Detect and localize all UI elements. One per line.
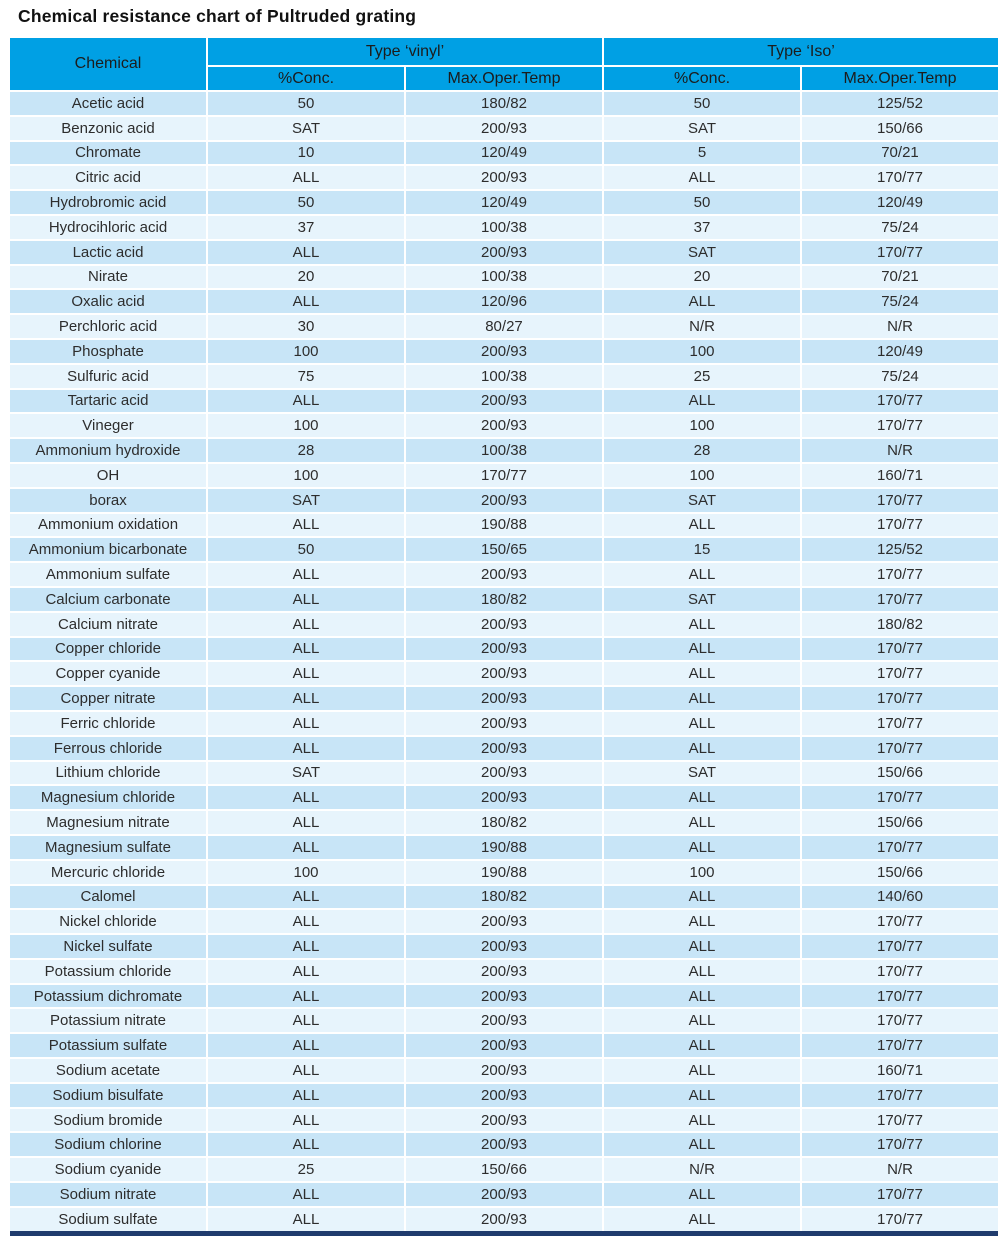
value-cell: 100 [208,464,404,487]
value-cell: 120/49 [406,191,602,214]
value-cell: ALL [604,1084,800,1107]
value-cell: 170/77 [802,1109,998,1132]
value-cell: 100 [604,414,800,437]
value-cell: 200/93 [406,613,602,636]
value-cell: ALL [604,1034,800,1057]
value-cell: 190/88 [406,861,602,884]
chemical-name-cell: Sodium nitrate [10,1183,206,1206]
value-cell: 170/77 [802,414,998,437]
value-cell: 170/77 [406,464,602,487]
value-cell: SAT [604,241,800,264]
value-cell: ALL [604,1208,800,1231]
value-cell: ALL [208,1183,404,1206]
value-cell: N/R [802,1158,998,1181]
value-cell: ALL [604,166,800,189]
chemical-name-cell: Lithium chloride [10,762,206,785]
value-cell: 200/93 [406,786,602,809]
col-header-iso-conc: %Conc. [604,67,800,90]
value-cell: ALL [208,886,404,909]
value-cell: 28 [604,439,800,462]
value-cell: SAT [604,117,800,140]
value-cell: 200/93 [406,1034,602,1057]
value-cell: SAT [604,588,800,611]
value-cell: ALL [208,290,404,313]
chemical-name-cell: Copper cyanide [10,662,206,685]
chemical-name-cell: Nickel sulfate [10,935,206,958]
value-cell: 100/38 [406,216,602,239]
chemical-name-cell: Nickel chloride [10,910,206,933]
chemical-name-cell: Hydrobromic acid [10,191,206,214]
value-cell: ALL [604,1183,800,1206]
value-cell: ALL [604,737,800,760]
value-cell: ALL [208,712,404,735]
value-cell: 170/77 [802,910,998,933]
chemical-name-cell: Sodium chlorine [10,1133,206,1156]
value-cell: N/R [604,315,800,338]
value-cell: 200/93 [406,1109,602,1132]
chemical-name-cell: Calcium carbonate [10,588,206,611]
value-cell: 180/82 [406,588,602,611]
value-cell: 200/93 [406,662,602,685]
value-cell: 170/77 [802,1009,998,1032]
col-group-type-vinyl: Type ‘vinyl’ [208,38,602,65]
value-cell: 170/77 [802,836,998,859]
value-cell: 200/93 [406,1084,602,1107]
col-group-type-iso: Type ‘Iso’ [604,38,998,65]
value-cell: N/R [802,439,998,462]
value-cell: 100/38 [406,439,602,462]
chemical-name-cell: Perchloric acid [10,315,206,338]
value-cell: 200/93 [406,489,602,512]
chemical-name-cell: Vineger [10,414,206,437]
chemical-name-cell: Ferrous chloride [10,737,206,760]
chemical-name-cell: Ferric chloride [10,712,206,735]
value-cell: ALL [604,786,800,809]
value-cell: 190/88 [406,836,602,859]
value-cell: 200/93 [406,241,602,264]
value-cell: 170/77 [802,985,998,1008]
value-cell: 170/77 [802,489,998,512]
value-cell: 200/93 [406,985,602,1008]
value-cell: ALL [604,563,800,586]
chemical-name-cell: Sodium bisulfate [10,1084,206,1107]
value-cell: 120/49 [802,340,998,363]
value-cell: 170/77 [802,935,998,958]
value-cell: ALL [208,514,404,537]
chemical-name-cell: Acetic acid [10,92,206,115]
value-cell: 160/71 [802,1059,998,1082]
value-cell: ALL [208,1084,404,1107]
value-cell: 100 [604,861,800,884]
value-cell: 25 [208,1158,404,1181]
page-title: Chemical resistance chart of Pultruded grating [18,6,417,26]
value-cell: 150/66 [802,861,998,884]
chemical-name-cell: OH [10,464,206,487]
value-cell: 120/49 [802,191,998,214]
value-cell: ALL [208,737,404,760]
value-cell: 100 [208,861,404,884]
value-cell: 150/65 [406,538,602,561]
value-cell: 200/93 [406,712,602,735]
chemical-name-cell: Benzonic acid [10,117,206,140]
value-cell: ALL [604,687,800,710]
value-cell: 100/38 [406,365,602,388]
value-cell: 150/66 [406,1158,602,1181]
chemical-name-cell: Potassium nitrate [10,1009,206,1032]
col-header-iso-temp: Max.Oper.Temp [802,67,998,90]
chemical-resistance-table [10,38,998,1231]
chemical-name-cell: Potassium chloride [10,960,206,983]
value-cell: ALL [604,1059,800,1082]
value-cell: 50 [604,92,800,115]
value-cell: ALL [208,960,404,983]
value-cell: 200/93 [406,563,602,586]
value-cell: 70/21 [802,142,998,165]
value-cell: 25 [604,365,800,388]
value-cell: ALL [208,1009,404,1032]
value-cell: SAT [604,762,800,785]
value-cell: 170/77 [802,712,998,735]
value-cell: ALL [208,1208,404,1231]
chemical-name-cell: Sodium sulfate [10,1208,206,1231]
chemical-name-cell: Phosphate [10,340,206,363]
col-header-chemical: Chemical [10,38,206,90]
value-cell: 200/93 [406,638,602,661]
value-cell: SAT [604,489,800,512]
value-cell: 170/77 [802,662,998,685]
value-cell: 15 [604,538,800,561]
chemical-name-cell: Hydrocihloric acid [10,216,206,239]
value-cell: 125/52 [802,538,998,561]
value-cell: 200/93 [406,390,602,413]
value-cell: 170/77 [802,563,998,586]
value-cell: SAT [208,762,404,785]
value-cell: 170/77 [802,960,998,983]
value-cell: ALL [208,836,404,859]
chemical-name-cell: borax [10,489,206,512]
value-cell: ALL [604,390,800,413]
value-cell: ALL [604,910,800,933]
value-cell: 170/77 [802,687,998,710]
value-cell: ALL [208,390,404,413]
value-cell: ALL [604,638,800,661]
value-cell: 150/66 [802,811,998,834]
chemical-name-cell: Sodium acetate [10,1059,206,1082]
value-cell: 150/66 [802,762,998,785]
value-cell: N/R [802,315,998,338]
value-cell: 75/24 [802,216,998,239]
value-cell: 200/93 [406,762,602,785]
chemical-name-cell: Chromate [10,142,206,165]
value-cell: 50 [604,191,800,214]
value-cell: 200/93 [406,414,602,437]
chemical-name-cell: Magnesium nitrate [10,811,206,834]
value-cell: 200/93 [406,1009,602,1032]
value-cell: 75/24 [802,290,998,313]
value-cell: 170/77 [802,241,998,264]
value-cell: 50 [208,191,404,214]
value-cell: ALL [604,290,800,313]
value-cell: 170/77 [802,638,998,661]
value-cell: 75/24 [802,365,998,388]
value-cell: 190/88 [406,514,602,537]
chemical-name-cell: Ammonium sulfate [10,563,206,586]
value-cell: 170/77 [802,390,998,413]
value-cell: ALL [604,811,800,834]
value-cell: 125/52 [802,92,998,115]
value-cell: 170/77 [802,1183,998,1206]
value-cell: 80/27 [406,315,602,338]
value-cell: 50 [208,538,404,561]
value-cell: ALL [604,886,800,909]
value-cell: 180/82 [406,92,602,115]
value-cell: ALL [208,935,404,958]
value-cell: N/R [604,1158,800,1181]
value-cell: 170/77 [802,737,998,760]
value-cell: 200/93 [406,166,602,189]
value-cell: 28 [208,439,404,462]
chemical-name-cell: Sodium cyanide [10,1158,206,1181]
bottom-edge-bar [10,1231,998,1236]
value-cell: ALL [208,910,404,933]
value-cell: 100 [604,340,800,363]
col-header-vinyl-temp: Max.Oper.Temp [406,67,602,90]
value-cell: 170/77 [802,514,998,537]
chemical-name-cell: Calomel [10,886,206,909]
value-cell: 100 [208,340,404,363]
chemical-name-cell: Ammonium hydroxide [10,439,206,462]
chemical-name-cell: Magnesium sulfate [10,836,206,859]
value-cell: 200/93 [406,117,602,140]
value-cell: ALL [604,935,800,958]
chemical-name-cell: Mercuric chloride [10,861,206,884]
value-cell: ALL [604,662,800,685]
chemical-name-cell: Citric acid [10,166,206,189]
chemical-name-cell: Sodium bromide [10,1109,206,1132]
value-cell: ALL [208,1109,404,1132]
value-cell: ALL [208,1034,404,1057]
value-cell: ALL [208,1059,404,1082]
chemical-name-cell: Ammonium bicarbonate [10,538,206,561]
value-cell: 170/77 [802,1208,998,1231]
value-cell: 200/93 [406,910,602,933]
value-cell: 150/66 [802,117,998,140]
value-cell: ALL [208,613,404,636]
value-cell: 70/21 [802,266,998,289]
value-cell: 140/60 [802,886,998,909]
value-cell: 120/49 [406,142,602,165]
chemical-name-cell: Copper chloride [10,638,206,661]
value-cell: ALL [604,712,800,735]
value-cell: 200/93 [406,1183,602,1206]
chemical-name-cell: Ammonium oxidation [10,514,206,537]
value-cell: ALL [604,960,800,983]
value-cell: 170/77 [802,166,998,189]
value-cell: SAT [208,489,404,512]
value-cell: ALL [604,613,800,636]
chemical-name-cell: Sulfuric acid [10,365,206,388]
value-cell: ALL [208,563,404,586]
col-header-vinyl-conc: %Conc. [208,67,404,90]
value-cell: ALL [604,514,800,537]
value-cell: ALL [208,662,404,685]
value-cell: 170/77 [802,1084,998,1107]
value-cell: 200/93 [406,960,602,983]
value-cell: 180/82 [802,613,998,636]
value-cell: 170/77 [802,1133,998,1156]
value-cell: 200/93 [406,1059,602,1082]
value-cell: 200/93 [406,1133,602,1156]
chemical-name-cell: Nirate [10,266,206,289]
value-cell: ALL [604,985,800,1008]
value-cell: ALL [208,588,404,611]
chemical-name-cell: Tartaric acid [10,390,206,413]
value-cell: 100 [604,464,800,487]
chemical-name-cell: Lactic acid [10,241,206,264]
value-cell: ALL [208,241,404,264]
value-cell: ALL [208,811,404,834]
value-cell: 20 [208,266,404,289]
value-cell: 200/93 [406,737,602,760]
value-cell: ALL [208,638,404,661]
value-cell: 50 [208,92,404,115]
value-cell: 10 [208,142,404,165]
value-cell: ALL [604,1109,800,1132]
chemical-name-cell: Oxalic acid [10,290,206,313]
chemical-name-cell: Potassium sulfate [10,1034,206,1057]
value-cell: 20 [604,266,800,289]
value-cell: ALL [604,1133,800,1156]
value-cell: ALL [208,1133,404,1156]
value-cell: 5 [604,142,800,165]
value-cell: ALL [604,836,800,859]
value-cell: SAT [208,117,404,140]
value-cell: ALL [208,166,404,189]
value-cell: 37 [604,216,800,239]
chemical-name-cell: Copper nitrate [10,687,206,710]
value-cell: 170/77 [802,1034,998,1057]
value-cell: 37 [208,216,404,239]
value-cell: 200/93 [406,1208,602,1231]
value-cell: 200/93 [406,340,602,363]
value-cell: 100/38 [406,266,602,289]
value-cell: 200/93 [406,687,602,710]
value-cell: 120/96 [406,290,602,313]
value-cell: ALL [208,687,404,710]
chemical-name-cell: Magnesium chloride [10,786,206,809]
value-cell: ALL [208,786,404,809]
value-cell: ALL [208,985,404,1008]
value-cell: 180/82 [406,886,602,909]
value-cell: 75 [208,365,404,388]
value-cell: 200/93 [406,935,602,958]
value-cell: 170/77 [802,786,998,809]
value-cell: 170/77 [802,588,998,611]
value-cell: 180/82 [406,811,602,834]
chemical-name-cell: Potassium dichromate [10,985,206,1008]
value-cell: 100 [208,414,404,437]
value-cell: ALL [604,1009,800,1032]
value-cell: 30 [208,315,404,338]
value-cell: 160/71 [802,464,998,487]
chemical-name-cell: Calcium nitrate [10,613,206,636]
